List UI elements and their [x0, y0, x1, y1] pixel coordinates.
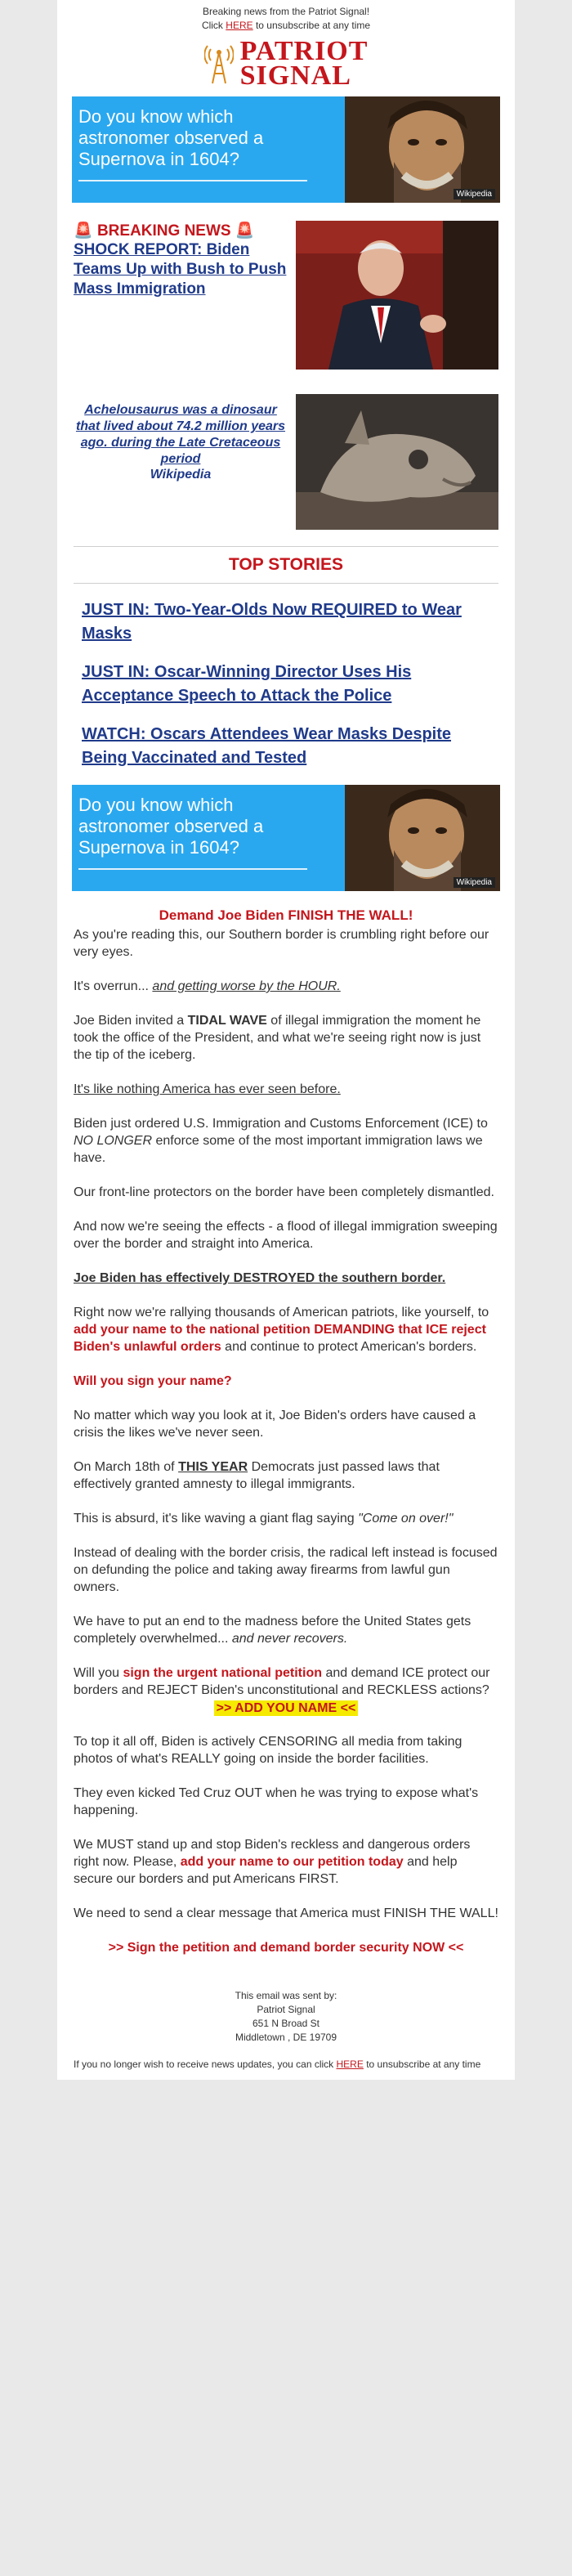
breaking-news-label: 🚨 BREAKING NEWS 🚨: [74, 222, 255, 240]
sign-petition-button[interactable]: >> Sign the petition and demand border security NOW <<: [108, 1941, 464, 1955]
paragraph: Right now we're rallying thousands of American patriots, like yourself, to add your name to the national petition DEMANDING that ICE reject Biden's unlawful orders and continue to protect American's borders.: [74, 1306, 489, 1354]
astronomer-ad-banner[interactable]: [72, 785, 500, 891]
add-your-name-button[interactable]: >> ADD YOU NAME <<: [214, 1700, 359, 1716]
ad-question: Do you know which astronomer observed a Supernova in 1604?: [78, 106, 264, 169]
article-title: Demand Joe Biden FINISH THE WALL!: [159, 907, 413, 923]
paragraph: We MUST stand up and stop Biden's reckless and dangerous orders right now. Please, add your name to our petition today and help secure our borders and put Americans FIRST.: [74, 1838, 471, 1886]
preheader-unsubscribe-line: Click HERE to unsubscribe at any time: [201, 20, 371, 31]
ad-divider: [78, 868, 307, 870]
unsubscribe-link[interactable]: HERE: [226, 20, 253, 31]
paragraph: It's like nothing America has ever seen before.: [74, 1082, 341, 1096]
footer-address: This email was sent by: Patriot Signal 651 N Broad St Middletown , DE 19709: [235, 1990, 337, 2043]
feature-headline-link[interactable]: SHOCK REPORT: Biden Teams Up with Bush to Push Mass Immigration: [74, 241, 287, 298]
paragraph: Instead of dealing with the border crisis, the radical left instead is focused on defunding the police and taking away firearms from lawful gun owners.: [74, 1546, 498, 1594]
top-story-link[interactable]: JUST IN: Oscar-Winning Director Uses His Acceptance Speech to Attack the Police: [82, 663, 412, 705]
dinosaur-ad[interactable]: [74, 394, 498, 530]
article-body: [65, 926, 507, 1956]
paragraph: To top it all off, Biden is actively CENSORING all media from taking photos of what's REALLY going on inside the border facilities.: [74, 1735, 463, 1766]
siren-icon: 🚨: [74, 222, 93, 240]
radio-tower-icon: [204, 43, 234, 85]
top-stories-heading: TOP STORIES: [228, 555, 344, 574]
biden-photo[interactable]: [296, 221, 498, 370]
logo-line-2: SIGNAL: [239, 60, 351, 91]
petition-inline-link[interactable]: sign the urgent national petition: [123, 1666, 322, 1680]
dinosaur-source: Wikipedia: [150, 468, 212, 482]
paragraph: Will you sign the urgent national petition and demand ICE protect our borders and REJECT Biden's unconstitutional and RECKLESS actions?: [74, 1666, 490, 1697]
top-story-link[interactable]: WATCH: Oscars Attendees Wear Masks Despite Being Vaccinated and Tested: [82, 725, 452, 767]
ad-source-label: Wikipedia: [454, 189, 495, 199]
siren-icon: 🚨: [235, 222, 255, 240]
top-story-link[interactable]: JUST IN: Two-Year-Olds Now REQUIRED to Wear Masks: [82, 601, 462, 643]
divider: [74, 546, 498, 547]
astronomer-ad-banner[interactable]: [72, 96, 500, 203]
astronomer-portrait-image: [312, 785, 500, 891]
paragraph: On March 18th of THIS YEAR Democrats just passed laws that effectively granted amnesty to illegal immigrants.: [74, 1460, 440, 1491]
paragraph: Joe Biden invited a TIDAL WAVE of illegal immigration the moment he took the office of the President, and what we're seeing right now is just the tip of the iceberg.: [74, 1014, 481, 1062]
dinosaur-skull-image: [296, 394, 498, 530]
paragraph: Our front-line protectors on the border have been completely dismantled.: [74, 1185, 494, 1199]
patriot-signal-logo[interactable]: [65, 36, 507, 91]
paragraph: And now we're seeing the effects - a flood of illegal immigration sweeping over the border and straight into America.: [74, 1220, 498, 1251]
footer-unsubscribe-link[interactable]: HERE: [336, 2059, 364, 2070]
preheader-text: Breaking news from the Patriot Signal!: [202, 6, 370, 17]
ad-source-label: Wikipedia: [454, 877, 495, 888]
paragraph: Will you sign your name?: [74, 1374, 232, 1388]
footer-unsubscribe: If you no longer wish to receive news updates, you can click HERE to unsubscribe at any time: [74, 2059, 481, 2070]
paragraph: We have to put an end to the madness before the United States gets completely overwhelmed... and never recovers.: [74, 1615, 471, 1646]
astronomer-portrait-image: [312, 96, 500, 203]
email-container: [57, 0, 515, 2080]
preheader: [65, 0, 507, 33]
petition-inline-link[interactable]: add your name to the national petition DEMANDING that ICE reject Biden's unlawful orders: [74, 1323, 486, 1354]
petition-inline-link[interactable]: add your name to our petition today: [180, 1855, 404, 1869]
paragraph: Joe Biden has effectively DESTROYED the southern border.: [74, 1271, 446, 1285]
divider: [74, 583, 498, 584]
feature-story: [74, 221, 498, 370]
paragraph: As you're reading this, our Southern border is crumbling right before our very eyes.: [74, 928, 489, 959]
ad-divider: [78, 180, 307, 181]
paragraph: They even kicked Ted Cruz OUT when he was trying to expose what's happening.: [74, 1786, 479, 1817]
logo-line-1: PATRIOT: [239, 36, 369, 66]
paragraph: This is absurd, it's like waving a giant flag saying "Come on over!": [74, 1512, 454, 1525]
paragraph: No matter which way you look at it, Joe Biden's orders have caused a crisis the likes we've never seen.: [74, 1409, 476, 1440]
ad-question: Do you know which astronomer observed a Supernova in 1604?: [78, 795, 264, 858]
dinosaur-fact-link[interactable]: Achelousaurus was a dinosaur that lived about 74.2 million years ago. during the Late Cretaceous period: [75, 403, 286, 466]
paragraph: We need to send a clear message that America must FINISH THE WALL!: [74, 1906, 498, 1920]
paragraph: It's overrun... and getting worse by the HOUR.: [74, 979, 341, 993]
paragraph: Biden just ordered U.S. Immigration and Customs Enforcement (ICE) to NO LONGER enforce some of the most important immigration laws we have.: [74, 1117, 488, 1165]
